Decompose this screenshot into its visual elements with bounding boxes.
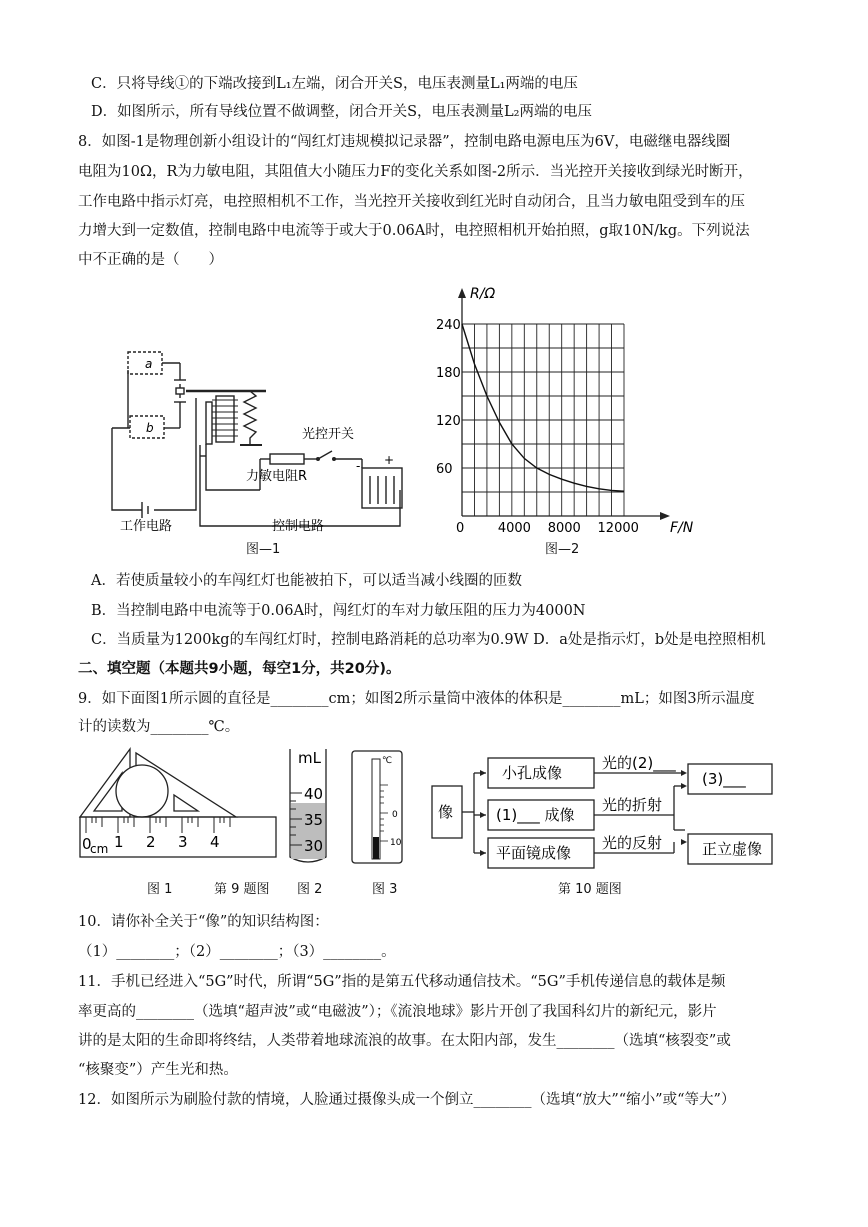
circuit-figure xyxy=(100,330,430,540)
q10-line-2: （1）________；（2）________；（3）________。 xyxy=(78,944,396,960)
y-axis-arrow xyxy=(458,288,466,298)
cylinder-tick: 40 xyxy=(304,785,324,803)
series-line xyxy=(462,324,624,491)
q7-option-d: D．如图所示，所有导线位置不做调整，闭合开关S，电压表测量L₂两端的电压 xyxy=(91,104,592,120)
x-axis-arrow xyxy=(660,512,670,520)
q8-stem-3: 工作电路中指示灯亮，电控照相机不工作，当光控开关接收到红光时自动闭合，且当力敏电阻受到车的压 xyxy=(78,194,745,210)
resistance-force-chart xyxy=(430,280,720,540)
x-tick-label: 0 xyxy=(456,521,465,536)
q8-option-b: B．当控制电路中电流等于0.06A时，闯红灯的车对力敏压阻的压力为4000N xyxy=(91,603,586,619)
cap-q9: 第 9 题图 xyxy=(214,882,270,897)
thermo-unit: ℃ xyxy=(382,756,393,766)
y-tick-label: 120 xyxy=(436,414,461,429)
ruler-unit: cm xyxy=(90,842,109,856)
x-axis-label: F/N xyxy=(670,520,694,536)
box-mirror: 平面镜成像 xyxy=(496,844,572,862)
cap-fig3: 图 3 xyxy=(372,882,398,897)
q8-option-c: C．当质量为1200kg的车闯红灯时，控制电路消耗的总功率为0.9W D．a处是指示灯，b处是电控照相机 xyxy=(91,632,766,648)
q8-stem-5: 中不正确的是（ ） xyxy=(78,252,223,268)
y-tick-label: 180 xyxy=(436,366,461,381)
q10-structure xyxy=(430,750,782,875)
box-virtual-image: 正立虚像 xyxy=(702,840,763,858)
control-circuit-label: 控制电路 xyxy=(272,519,325,534)
cap-fig2: 图 2 xyxy=(297,882,323,897)
box-pinhole: 小孔成像 xyxy=(502,764,563,782)
cap-fig1: 图 1 xyxy=(147,882,173,897)
resistor-label: 力敏电阻R xyxy=(246,469,308,484)
section-heading: 二、填空题（本题共9小题，每空1分，共20分)。 xyxy=(78,661,401,677)
cylinder-tick: 35 xyxy=(304,811,324,829)
ruler-zero: 0 xyxy=(82,835,92,853)
fig2-caption: 图—2 xyxy=(545,542,580,557)
work-circuit-label: 工作电路 xyxy=(120,519,173,534)
thermo-tick: 10 xyxy=(390,838,402,848)
q12-line-1: 12．如图所示为刷脸付款的情境，人脸通过摄像头成一个倒立________（选填“放大”“缩小”或“等大”） xyxy=(78,1092,736,1108)
box-blank-1: (1)___ 成像 xyxy=(496,806,575,824)
thermo-tick: 0 xyxy=(392,810,398,820)
switch-label: 光控开关 xyxy=(302,427,355,442)
q11-line-1: 11．手机已经进入“5G”时代，所谓“5G”指的是第五代移动通信技术。“5G”手机传递信息的载体是频 xyxy=(78,974,726,990)
q9-line-2: 计的读数为________℃。 xyxy=(78,719,240,735)
y-axis-label: R/Ω xyxy=(470,286,496,302)
q9-line-1: 9．如下面图1所示圆的直径是________cm；如图2所示量筒中液体的体积是________mL；如图3所示温度 xyxy=(78,691,755,707)
q11-line-3: 讲的是太阳的生命即将终结，人类带着地球流浪的故事。在太阳内部，发生________（选填“核裂变”或 xyxy=(78,1033,731,1049)
x-tick-label: 12000 xyxy=(597,521,639,536)
q9-figures xyxy=(76,745,416,870)
ruler-tick: 2 xyxy=(146,833,156,851)
battery-plus: + xyxy=(384,453,395,467)
q8-stem-2: 电阻为10Ω，R为力敏电阻，其阻值大小随压力F的变化关系如图-2所示．当光控开关接收到绿光时断开， xyxy=(78,164,753,180)
q11-line-4: “核聚变”）产生光和热。 xyxy=(78,1062,238,1078)
link-blank-2: 光的(2)___ xyxy=(602,754,676,772)
link-refraction: 光的折射 xyxy=(602,796,663,814)
y-tick-label: 240 xyxy=(436,318,461,333)
cap-q10: 第 10 题图 xyxy=(558,882,622,897)
box-blank-3: (3)___ xyxy=(702,770,746,788)
x-tick-label: 8000 xyxy=(547,521,581,536)
label-b: b xyxy=(146,421,154,435)
q8-option-a: A．若使质量较小的车闯红灯也能被拍下，可以适当减小线圈的匝数 xyxy=(91,573,522,589)
cylinder-unit: mL xyxy=(298,749,321,767)
y-tick-label: 60 xyxy=(436,462,453,477)
root-label: 像 xyxy=(438,803,454,821)
ruler-tick: 4 xyxy=(210,833,220,851)
q8-stem-1: 8．如图-1是物理创新小组设计的“闯红灯违规模拟记录器”，控制电路电源电压为6V，电磁继电器线圈 xyxy=(78,134,731,150)
q10-line-1: 10．请你补全关于“像”的知识结构图： xyxy=(78,914,329,930)
label-a: a xyxy=(145,357,153,371)
q8-stem-4: 力增大到一定数值，控制电路中电流等于或大于0.06A时，电控照相机开始拍照，g取10N/kg。下列说法 xyxy=(78,223,750,239)
cylinder-tick: 30 xyxy=(304,837,324,855)
q11-line-2: 率更高的________（选填“超声波”或“电磁波”）；《流浪地球》影片开创了我国科幻片的新纪元，影片 xyxy=(78,1004,717,1020)
link-reflection: 光的反射 xyxy=(602,834,663,852)
battery-minus: - xyxy=(356,459,361,473)
x-tick-label: 4000 xyxy=(497,521,531,536)
ruler-tick: 1 xyxy=(114,833,124,851)
fig1-caption: 图—1 xyxy=(246,542,281,557)
ruler-tick: 3 xyxy=(178,833,188,851)
q7-option-c: C．只将导线①的下端改接到L₁左端，闭合开关S，电压表测量L₁两端的电压 xyxy=(91,76,578,92)
